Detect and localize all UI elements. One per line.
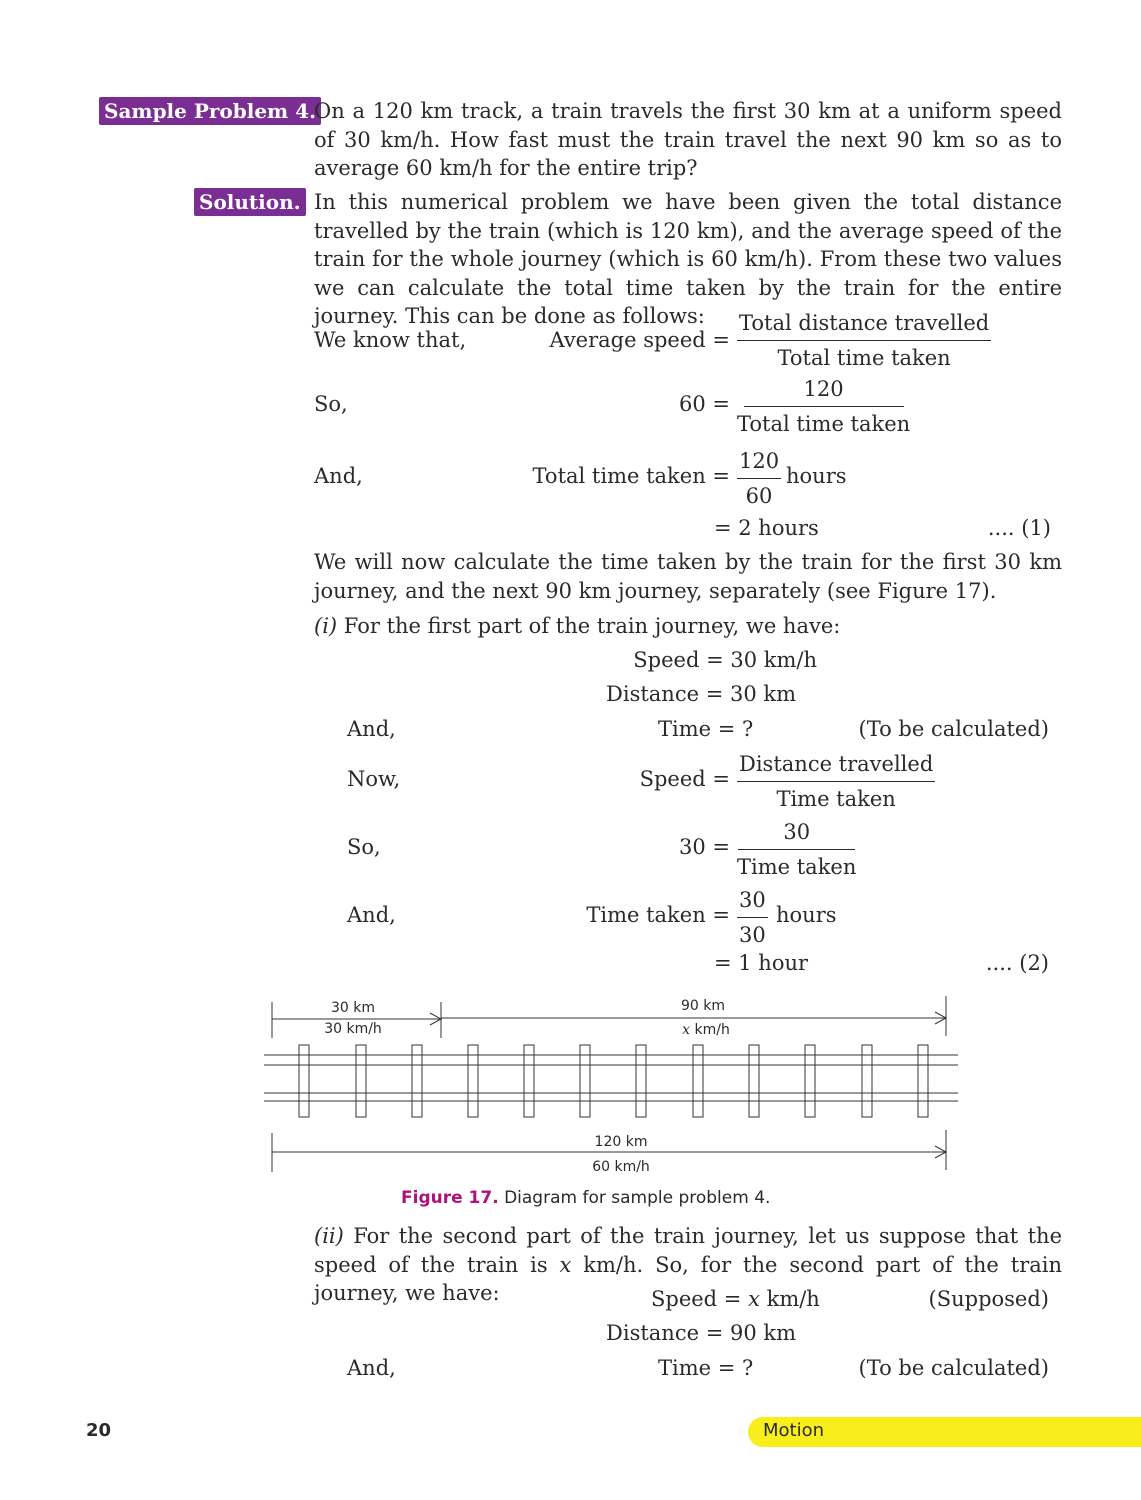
eq1-label-so: So, bbox=[314, 392, 348, 416]
fraction-denominator: Time taken bbox=[737, 855, 857, 879]
part2-time: Time = ? bbox=[658, 1356, 754, 1380]
part2-speed-unit: km/h bbox=[759, 1287, 820, 1311]
figure-caption-label: Figure 17. bbox=[401, 1188, 499, 1208]
part1-roman-numeral: (i) bbox=[314, 614, 338, 638]
fraction-numerator: 30 bbox=[738, 818, 855, 850]
sleeper-6 bbox=[580, 1045, 590, 1117]
chapter-tab bbox=[748, 1417, 1141, 1447]
figure-caption bbox=[401, 1186, 770, 1210]
sleeper-10 bbox=[805, 1045, 815, 1117]
part2-speed-label: Speed = bbox=[651, 1287, 749, 1311]
part1-label-now: Now, bbox=[347, 767, 401, 791]
sleeper-11 bbox=[862, 1045, 872, 1117]
fraction-numerator: 120 bbox=[737, 447, 781, 479]
part1-unit-hours: hours bbox=[776, 903, 837, 927]
problem-text: On a 120 km track, a train travels the first 30 km at a uniform speed of 30 km/h. How fast must the train travel the next 90 km so as to average 60 km/h for the entire trip? bbox=[314, 99, 1062, 180]
segment1-speed-label: 30 km/h bbox=[324, 1021, 382, 1037]
eq1-label-know: We know that, bbox=[314, 328, 467, 352]
sleeper-3 bbox=[412, 1045, 422, 1117]
part1-lhs-30: 30 = bbox=[679, 835, 730, 859]
fraction-denominator: 60 bbox=[745, 484, 773, 508]
solution-text: In this numerical problem we have been given the total distance travelled by the train (which is 120 km), and the average speed of the train for the whole journey (which is 60 km/h). From these two values we can calculate the total time taken by the train for the entire journey. This can be done as follows: bbox=[314, 190, 1062, 328]
part2-intro-text-a: For the second part of the train journey, let us suppose that the speed of the train is bbox=[314, 1224, 1062, 1277]
fraction-numerator: 30 bbox=[737, 886, 768, 918]
part1-result: = 1 hour bbox=[714, 951, 809, 975]
segment2-speed-variable: x bbox=[682, 1022, 691, 1038]
fraction-denominator: 30 bbox=[739, 923, 766, 947]
part1-distance: Distance = 30 km bbox=[606, 682, 796, 706]
page-number: 20 bbox=[86, 1420, 112, 1441]
paragraph-calc-time: We will now calculate the time taken by the train for the first 30 km journey, and the next 90 km journey, separately (see Figure 17). bbox=[314, 550, 1062, 603]
sleeper-12 bbox=[918, 1045, 928, 1117]
total-distance-label: 120 km bbox=[594, 1134, 648, 1150]
eq1-reference: .... (1) bbox=[987, 516, 1051, 540]
eq1-lhs-60: 60 = bbox=[679, 392, 730, 416]
part2-variable-x: x bbox=[559, 1252, 572, 1277]
eq1-lhs-total-time: Total time taken = bbox=[532, 464, 730, 488]
part1-lhs-time-taken: Time taken = bbox=[586, 903, 730, 927]
fraction-numerator: 120 bbox=[744, 375, 904, 407]
figure-caption-text: Diagram for sample problem 4. bbox=[498, 1188, 771, 1208]
eq1-lhs-average-speed: Average speed = bbox=[549, 328, 730, 352]
part1-time: Time = ? bbox=[658, 717, 754, 741]
sleeper-8 bbox=[693, 1045, 703, 1117]
sleeper-4 bbox=[468, 1045, 478, 1117]
eq1-label-and: And, bbox=[314, 464, 363, 488]
eq1-unit-hours: hours bbox=[786, 464, 847, 488]
fraction-numerator: Distance travelled bbox=[737, 750, 935, 782]
chapter-title: Motion bbox=[763, 1420, 825, 1441]
part1-label-and2: And, bbox=[347, 903, 396, 927]
part2-intro-text-b: km/h. So, for the second part of the train journey, we have: bbox=[314, 1252, 1062, 1305]
part2-speed-variable: x bbox=[748, 1287, 760, 1311]
part2-note: (To be calculated) bbox=[858, 1356, 1049, 1380]
eq1-result: = 2 hours bbox=[714, 516, 819, 540]
segment1-distance-label: 30 km bbox=[330, 1000, 376, 1016]
fraction-numerator: Total distance travelled bbox=[737, 309, 991, 341]
fraction-denominator: Total time taken bbox=[737, 412, 911, 436]
segment2-speed-unit: km/h bbox=[690, 1022, 730, 1038]
fraction-denominator: Total time taken bbox=[777, 346, 951, 370]
sleeper-2 bbox=[356, 1045, 366, 1117]
part1-reference: .... (2) bbox=[985, 951, 1049, 975]
part2-speed bbox=[651, 1285, 820, 1313]
track-sleepers bbox=[264, 1045, 958, 1117]
part1-lhs-speed: Speed = bbox=[639, 767, 730, 791]
part1-intro-text: For the first part of the train journey, we have: bbox=[337, 614, 841, 638]
part1-label-and: And, bbox=[347, 717, 396, 741]
segment2-distance-label: 90 km bbox=[680, 998, 726, 1014]
segment2-speed-label bbox=[682, 1022, 730, 1038]
sample-problem-badge: Sample Problem 4. bbox=[99, 97, 321, 125]
part2-label-and: And, bbox=[347, 1356, 396, 1380]
part2-speed-note: (Supposed) bbox=[928, 1287, 1049, 1311]
part1-note: (To be calculated) bbox=[858, 717, 1049, 741]
part2-distance: Distance = 90 km bbox=[606, 1321, 796, 1345]
part1-label-so: So, bbox=[347, 835, 381, 859]
sleeper-5 bbox=[524, 1045, 534, 1117]
part1-speed: Speed = 30 km/h bbox=[633, 648, 817, 672]
part2-roman-numeral: (ii) bbox=[314, 1224, 344, 1248]
sleeper-1 bbox=[299, 1045, 309, 1117]
sleeper-9 bbox=[749, 1045, 759, 1117]
fraction-denominator: Time taken bbox=[776, 787, 896, 811]
solution-badge: Solution. bbox=[194, 188, 306, 216]
sleeper-7 bbox=[636, 1045, 646, 1117]
total-speed-label: 60 km/h bbox=[592, 1159, 650, 1175]
